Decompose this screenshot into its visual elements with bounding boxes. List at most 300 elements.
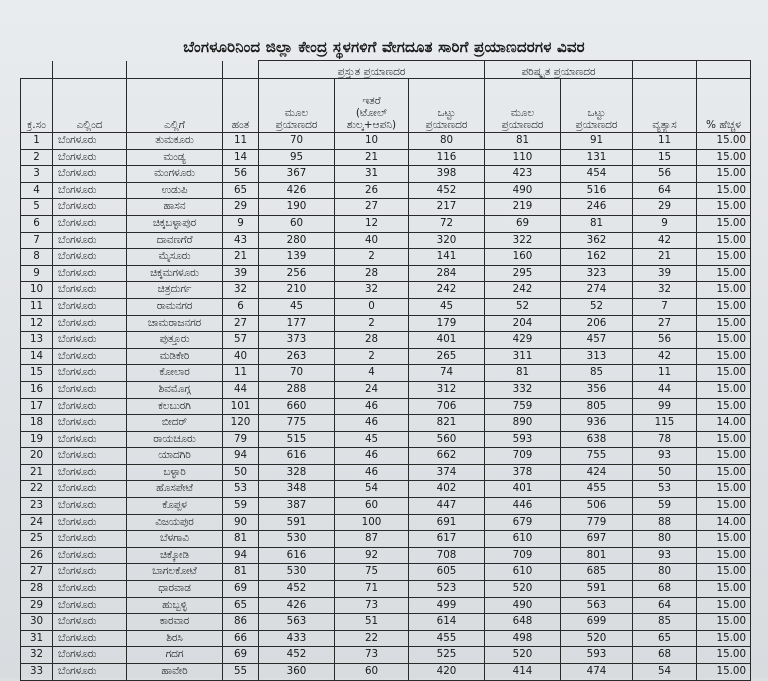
cell-base: 426 bbox=[259, 597, 335, 614]
cell-stage: 90 bbox=[223, 514, 259, 531]
table-row bbox=[21, 348, 751, 365]
cell-sno: 22 bbox=[21, 481, 53, 498]
cell-diff: 54 bbox=[633, 664, 697, 681]
cell-base: 263 bbox=[259, 348, 335, 365]
col-difference: ವ್ಯತ್ಯಾಸ bbox=[633, 79, 697, 133]
cell-pct: 15.00 bbox=[697, 547, 751, 564]
cell-sno: 33 bbox=[21, 664, 53, 681]
cell-pct: 15.00 bbox=[697, 531, 751, 548]
cell-new-base: 490 bbox=[485, 597, 561, 614]
cell-new-base: 709 bbox=[485, 547, 561, 564]
cell-sno: 30 bbox=[21, 614, 53, 631]
cell-to: ಕಲಬುರಗಿ bbox=[127, 398, 223, 415]
cell-other: 73 bbox=[335, 597, 409, 614]
cell-diff: 39 bbox=[633, 265, 697, 282]
cell-from: ಬೆಂಗಳೂರು bbox=[53, 332, 127, 349]
cell-other: 21 bbox=[335, 149, 409, 166]
cell-diff: 64 bbox=[633, 597, 697, 614]
cell-from: ಬೆಂಗಳೂರು bbox=[53, 647, 127, 664]
cell-sno: 3 bbox=[21, 166, 53, 183]
cell-to: ಕಾರವಾರ bbox=[127, 614, 223, 631]
cell-sno: 6 bbox=[21, 215, 53, 232]
table-row bbox=[21, 298, 751, 315]
cell-new-total: 779 bbox=[561, 514, 633, 531]
cell-sno: 26 bbox=[21, 547, 53, 564]
cell-total: 821 bbox=[409, 415, 485, 432]
cell-stage: 86 bbox=[223, 614, 259, 631]
cell-from: ಬೆಂಗಳೂರು bbox=[53, 597, 127, 614]
table-row bbox=[21, 282, 751, 299]
cell-base: 452 bbox=[259, 647, 335, 664]
cell-stage: 94 bbox=[223, 448, 259, 465]
cell-total: 706 bbox=[409, 398, 485, 415]
cell-stage: 32 bbox=[223, 282, 259, 299]
cell-diff: 56 bbox=[633, 166, 697, 183]
cell-base: 360 bbox=[259, 664, 335, 681]
cell-new-base: 520 bbox=[485, 581, 561, 598]
cell-other: 2 bbox=[335, 315, 409, 332]
cell-new-base: 679 bbox=[485, 514, 561, 531]
cell-stage: 57 bbox=[223, 332, 259, 349]
cell-from: ಬೆಂಗಳೂರು bbox=[53, 381, 127, 398]
cell-new-base: 520 bbox=[485, 647, 561, 664]
cell-diff: 11 bbox=[633, 365, 697, 382]
cell-from: ಬೆಂಗಳೂರು bbox=[53, 282, 127, 299]
cell-new-base: 81 bbox=[485, 365, 561, 382]
cell-sno: 23 bbox=[21, 498, 53, 515]
table-row bbox=[21, 182, 751, 199]
cell-base: 328 bbox=[259, 464, 335, 481]
cell-base: 367 bbox=[259, 166, 335, 183]
cell-new-base: 160 bbox=[485, 249, 561, 266]
cell-other: 54 bbox=[335, 481, 409, 498]
cell-new-base: 593 bbox=[485, 431, 561, 448]
cell-diff: 85 bbox=[633, 614, 697, 631]
cell-total: 420 bbox=[409, 664, 485, 681]
cell-sno: 10 bbox=[21, 282, 53, 299]
cell-stage: 101 bbox=[223, 398, 259, 415]
cell-to: ಚಿಕ್ಕೋಡಿ bbox=[127, 547, 223, 564]
cell-from: ಬೆಂಗಳೂರು bbox=[53, 664, 127, 681]
cell-base: 452 bbox=[259, 581, 335, 598]
cell-sno: 5 bbox=[21, 199, 53, 216]
cell-from: ಬೆಂಗಳೂರು bbox=[53, 564, 127, 581]
cell-base: 190 bbox=[259, 199, 335, 216]
cell-new-total: 591 bbox=[561, 581, 633, 598]
cell-new-base: 610 bbox=[485, 531, 561, 548]
cell-stage: 81 bbox=[223, 564, 259, 581]
col-total-current: ಒಟ್ಟು ಪ್ರಯಾಣದರ bbox=[409, 79, 485, 133]
table-row bbox=[21, 332, 751, 349]
cell-new-base: 429 bbox=[485, 332, 561, 349]
cell-from: ಬೆಂಗಳೂರು bbox=[53, 531, 127, 548]
cell-stage: 55 bbox=[223, 664, 259, 681]
current-fare-group-header: ಪ್ರಸ್ತುತ ಪ್ರಯಾಣದರ bbox=[259, 61, 485, 79]
cell-base: 530 bbox=[259, 564, 335, 581]
cell-new-total: 685 bbox=[561, 564, 633, 581]
cell-pct: 15.00 bbox=[697, 365, 751, 382]
cell-other: 12 bbox=[335, 215, 409, 232]
cell-diff: 93 bbox=[633, 448, 697, 465]
cell-new-base: 219 bbox=[485, 199, 561, 216]
cell-new-base: 204 bbox=[485, 315, 561, 332]
cell-other: 75 bbox=[335, 564, 409, 581]
cell-sno: 12 bbox=[21, 315, 53, 332]
cell-other: 92 bbox=[335, 547, 409, 564]
cell-from: ಬೆಂಗಳೂರು bbox=[53, 630, 127, 647]
cell-pct: 15.00 bbox=[697, 265, 751, 282]
cell-from: ಬೆಂಗಳೂರು bbox=[53, 149, 127, 166]
cell-diff: 59 bbox=[633, 498, 697, 515]
table-row bbox=[21, 415, 751, 432]
cell-from: ಬೆಂಗಳೂರು bbox=[53, 464, 127, 481]
cell-diff: 44 bbox=[633, 381, 697, 398]
cell-sno: 9 bbox=[21, 265, 53, 282]
cell-to: ಶಿವಮೊಗ್ಗ bbox=[127, 381, 223, 398]
cell-to: ಮಂಡ್ಯ bbox=[127, 149, 223, 166]
cell-total: 179 bbox=[409, 315, 485, 332]
cell-other: 51 bbox=[335, 614, 409, 631]
cell-from: ಬೆಂಗಳೂರು bbox=[53, 265, 127, 282]
cell-total: 141 bbox=[409, 249, 485, 266]
cell-other: 60 bbox=[335, 664, 409, 681]
cell-new-total: 563 bbox=[561, 597, 633, 614]
cell-total: 691 bbox=[409, 514, 485, 531]
table-row bbox=[21, 531, 751, 548]
cell-new-total: 516 bbox=[561, 182, 633, 199]
cell-new-total: 356 bbox=[561, 381, 633, 398]
cell-new-base: 759 bbox=[485, 398, 561, 415]
cell-other: 45 bbox=[335, 431, 409, 448]
cell-to: ಚಿತ್ರದುರ್ಗ bbox=[127, 282, 223, 299]
cell-pct: 15.00 bbox=[697, 448, 751, 465]
table-row bbox=[21, 448, 751, 465]
table-row bbox=[21, 597, 751, 614]
cell-base: 515 bbox=[259, 431, 335, 448]
cell-stage: 59 bbox=[223, 498, 259, 515]
cell-new-total: 313 bbox=[561, 348, 633, 365]
cell-new-base: 610 bbox=[485, 564, 561, 581]
cell-new-base: 295 bbox=[485, 265, 561, 282]
cell-base: 616 bbox=[259, 547, 335, 564]
cell-from: ಬೆಂಗಳೂರು bbox=[53, 232, 127, 249]
cell-pct: 14.00 bbox=[697, 415, 751, 432]
cell-pct: 15.00 bbox=[697, 166, 751, 183]
cell-new-total: 455 bbox=[561, 481, 633, 498]
cell-total: 312 bbox=[409, 381, 485, 398]
cell-diff: 29 bbox=[633, 199, 697, 216]
cell-base: 60 bbox=[259, 215, 335, 232]
cell-base: 348 bbox=[259, 481, 335, 498]
cell-diff: 53 bbox=[633, 481, 697, 498]
cell-pct: 15.00 bbox=[697, 381, 751, 398]
table-row bbox=[21, 149, 751, 166]
cell-from: ಬೆಂಗಳೂರು bbox=[53, 249, 127, 266]
cell-to: ಕೋಲಾರ bbox=[127, 365, 223, 382]
cell-stage: 120 bbox=[223, 415, 259, 432]
cell-other: 32 bbox=[335, 282, 409, 299]
cell-diff: 15 bbox=[633, 149, 697, 166]
cell-sno: 16 bbox=[21, 381, 53, 398]
cell-total: 455 bbox=[409, 630, 485, 647]
cell-stage: 65 bbox=[223, 597, 259, 614]
cell-sno: 13 bbox=[21, 332, 53, 349]
cell-total: 617 bbox=[409, 531, 485, 548]
cell-diff: 78 bbox=[633, 431, 697, 448]
cell-pct: 15.00 bbox=[697, 315, 751, 332]
cell-diff: 65 bbox=[633, 630, 697, 647]
cell-pct: 15.00 bbox=[697, 249, 751, 266]
cell-to: ಮೈಸೂರು bbox=[127, 249, 223, 266]
col-base-current: ಮೂಲ ಪ್ರಯಾಣದರ bbox=[259, 79, 335, 133]
cell-base: 775 bbox=[259, 415, 335, 432]
cell-base: 256 bbox=[259, 265, 335, 282]
cell-new-total: 162 bbox=[561, 249, 633, 266]
cell-stage: 27 bbox=[223, 315, 259, 332]
cell-stage: 56 bbox=[223, 166, 259, 183]
cell-to: ರಾಮನಗರ bbox=[127, 298, 223, 315]
cell-base: 373 bbox=[259, 332, 335, 349]
cell-from: ಬೆಂಗಳೂರು bbox=[53, 166, 127, 183]
cell-other: 46 bbox=[335, 448, 409, 465]
cell-pct: 15.00 bbox=[697, 647, 751, 664]
cell-stage: 6 bbox=[223, 298, 259, 315]
cell-other: 28 bbox=[335, 265, 409, 282]
cell-base: 210 bbox=[259, 282, 335, 299]
cell-to: ಬಾಗಲಕೋಟೆ bbox=[127, 564, 223, 581]
cell-other: 46 bbox=[335, 398, 409, 415]
cell-stage: 14 bbox=[223, 149, 259, 166]
cell-other: 2 bbox=[335, 348, 409, 365]
cell-from: ಬೆಂಗಳೂರು bbox=[53, 133, 127, 150]
cell-base: 70 bbox=[259, 365, 335, 382]
cell-from: ಬೆಂಗಳೂರು bbox=[53, 398, 127, 415]
cell-base: 139 bbox=[259, 249, 335, 266]
cell-total: 708 bbox=[409, 547, 485, 564]
cell-diff: 21 bbox=[633, 249, 697, 266]
cell-new-base: 890 bbox=[485, 415, 561, 432]
table-row bbox=[21, 365, 751, 382]
cell-total: 374 bbox=[409, 464, 485, 481]
cell-total: 523 bbox=[409, 581, 485, 598]
cell-pct: 15.00 bbox=[697, 182, 751, 199]
cell-sno: 8 bbox=[21, 249, 53, 266]
cell-new-base: 242 bbox=[485, 282, 561, 299]
cell-other: 60 bbox=[335, 498, 409, 515]
cell-to: ಹಾಸನ bbox=[127, 199, 223, 216]
col-percent: % ಹೆಚ್ಚಳ bbox=[697, 79, 751, 133]
cell-new-total: 246 bbox=[561, 199, 633, 216]
cell-from: ಬೆಂಗಳೂರು bbox=[53, 581, 127, 598]
cell-diff: 80 bbox=[633, 531, 697, 548]
cell-new-total: 454 bbox=[561, 166, 633, 183]
cell-new-total: 474 bbox=[561, 664, 633, 681]
cell-pct: 15.00 bbox=[697, 149, 751, 166]
cell-other: 100 bbox=[335, 514, 409, 531]
cell-new-total: 206 bbox=[561, 315, 633, 332]
cell-from: ಬೆಂಗಳೂರು bbox=[53, 547, 127, 564]
cell-base: 288 bbox=[259, 381, 335, 398]
cell-from: ಬೆಂಗಳೂರು bbox=[53, 415, 127, 432]
table-row bbox=[21, 498, 751, 515]
table-row bbox=[21, 564, 751, 581]
cell-pct: 15.00 bbox=[697, 398, 751, 415]
cell-pct: 14.00 bbox=[697, 514, 751, 531]
cell-new-base: 423 bbox=[485, 166, 561, 183]
cell-new-base: 69 bbox=[485, 215, 561, 232]
cell-stage: 11 bbox=[223, 365, 259, 382]
col-to: ಎಲ್ಲಿಗೆ bbox=[127, 79, 223, 133]
cell-total: 242 bbox=[409, 282, 485, 299]
col-stage: ಹಂತ bbox=[223, 79, 259, 133]
table-row bbox=[21, 514, 751, 531]
cell-sno: 2 bbox=[21, 149, 53, 166]
cell-diff: 99 bbox=[633, 398, 697, 415]
cell-diff: 93 bbox=[633, 547, 697, 564]
cell-base: 426 bbox=[259, 182, 335, 199]
table-row bbox=[21, 315, 751, 332]
cell-pct: 15.00 bbox=[697, 630, 751, 647]
cell-to: ಯಾದಗಿರಿ bbox=[127, 448, 223, 465]
cell-from: ಬೆಂಗಳೂರು bbox=[53, 315, 127, 332]
cell-total: 605 bbox=[409, 564, 485, 581]
cell-new-total: 323 bbox=[561, 265, 633, 282]
cell-stage: 69 bbox=[223, 581, 259, 598]
cell-sno: 29 bbox=[21, 597, 53, 614]
cell-diff: 11 bbox=[633, 133, 697, 150]
cell-pct: 15.00 bbox=[697, 597, 751, 614]
cell-diff: 42 bbox=[633, 232, 697, 249]
cell-new-total: 520 bbox=[561, 630, 633, 647]
cell-total: 499 bbox=[409, 597, 485, 614]
cell-base: 387 bbox=[259, 498, 335, 515]
cell-total: 45 bbox=[409, 298, 485, 315]
cell-new-base: 648 bbox=[485, 614, 561, 631]
cell-new-total: 936 bbox=[561, 415, 633, 432]
cell-diff: 88 bbox=[633, 514, 697, 531]
cell-diff: 32 bbox=[633, 282, 697, 299]
cell-pct: 15.00 bbox=[697, 664, 751, 681]
cell-new-base: 322 bbox=[485, 232, 561, 249]
cell-sno: 1 bbox=[21, 133, 53, 150]
cell-new-total: 755 bbox=[561, 448, 633, 465]
cell-from: ಬೆಂಗಳೂರು bbox=[53, 365, 127, 382]
cell-base: 530 bbox=[259, 531, 335, 548]
cell-from: ಬೆಂಗಳೂರು bbox=[53, 498, 127, 515]
cell-total: 452 bbox=[409, 182, 485, 199]
cell-sno: 15 bbox=[21, 365, 53, 382]
cell-from: ಬೆಂಗಳೂರು bbox=[53, 448, 127, 465]
cell-pct: 15.00 bbox=[697, 348, 751, 365]
cell-stage: 94 bbox=[223, 547, 259, 564]
cell-pct: 15.00 bbox=[697, 564, 751, 581]
cell-sno: 28 bbox=[21, 581, 53, 598]
cell-to: ಬಳ್ಳಾರಿ bbox=[127, 464, 223, 481]
cell-sno: 19 bbox=[21, 431, 53, 448]
cell-base: 660 bbox=[259, 398, 335, 415]
cell-total: 447 bbox=[409, 498, 485, 515]
cell-new-base: 378 bbox=[485, 464, 561, 481]
cell-to: ಹಾವೇರಿ bbox=[127, 664, 223, 681]
cell-to: ಶಿರಸಿ bbox=[127, 630, 223, 647]
cell-from: ಬೆಂಗಳೂರು bbox=[53, 199, 127, 216]
cell-new-total: 638 bbox=[561, 431, 633, 448]
cell-sno: 24 bbox=[21, 514, 53, 531]
cell-diff: 68 bbox=[633, 581, 697, 598]
cell-sno: 4 bbox=[21, 182, 53, 199]
cell-new-base: 490 bbox=[485, 182, 561, 199]
cell-total: 525 bbox=[409, 647, 485, 664]
cell-other: 24 bbox=[335, 381, 409, 398]
cell-stage: 43 bbox=[223, 232, 259, 249]
table-row bbox=[21, 547, 751, 564]
cell-stage: 39 bbox=[223, 265, 259, 282]
cell-new-total: 424 bbox=[561, 464, 633, 481]
cell-pct: 15.00 bbox=[697, 332, 751, 349]
cell-to: ಕೊಪ್ಪಳ bbox=[127, 498, 223, 515]
cell-to: ಬೀದರ್ bbox=[127, 415, 223, 432]
revised-fare-group-header: ಪರಿಷ್ಕೃತ ಪ್ರಯಾಣದರ bbox=[485, 61, 633, 79]
cell-from: ಬೆಂಗಳೂರು bbox=[53, 182, 127, 199]
cell-diff: 115 bbox=[633, 415, 697, 432]
cell-sno: 17 bbox=[21, 398, 53, 415]
col-base-revised: ಮೂಲ ಪ್ರಯಾಣದರ bbox=[485, 79, 561, 133]
cell-new-base: 709 bbox=[485, 448, 561, 465]
cell-to: ದಾವಣಗೆರೆ bbox=[127, 232, 223, 249]
cell-total: 401 bbox=[409, 332, 485, 349]
cell-other: 2 bbox=[335, 249, 409, 266]
table-row bbox=[21, 647, 751, 664]
cell-total: 265 bbox=[409, 348, 485, 365]
col-sno: ಕ್ರ.ಸಂ bbox=[21, 79, 53, 133]
cell-stage: 44 bbox=[223, 381, 259, 398]
cell-base: 70 bbox=[259, 133, 335, 150]
cell-total: 614 bbox=[409, 614, 485, 631]
cell-other: 71 bbox=[335, 581, 409, 598]
cell-total: 80 bbox=[409, 133, 485, 150]
cell-sno: 11 bbox=[21, 298, 53, 315]
cell-other: 27 bbox=[335, 199, 409, 216]
cell-new-base: 81 bbox=[485, 133, 561, 150]
cell-other: 46 bbox=[335, 415, 409, 432]
cell-sno: 31 bbox=[21, 630, 53, 647]
cell-to: ಪುತ್ತೂರು bbox=[127, 332, 223, 349]
table-row bbox=[21, 265, 751, 282]
table-row bbox=[21, 166, 751, 183]
cell-new-total: 506 bbox=[561, 498, 633, 515]
cell-from: ಬೆಂಗಳೂರು bbox=[53, 614, 127, 631]
cell-other: 31 bbox=[335, 166, 409, 183]
cell-from: ಬೆಂಗಳೂರು bbox=[53, 298, 127, 315]
table-row bbox=[21, 199, 751, 216]
cell-base: 433 bbox=[259, 630, 335, 647]
col-total-revised: ಒಟ್ಟು ಪ್ರಯಾಣದರ bbox=[561, 79, 633, 133]
cell-new-base: 414 bbox=[485, 664, 561, 681]
cell-new-total: 457 bbox=[561, 332, 633, 349]
cell-stage: 65 bbox=[223, 182, 259, 199]
cell-diff: 56 bbox=[633, 332, 697, 349]
cell-pct: 15.00 bbox=[697, 498, 751, 515]
cell-sno: 20 bbox=[21, 448, 53, 465]
cell-stage: 69 bbox=[223, 647, 259, 664]
cell-to: ಚಿಕ್ಕಬಳ್ಳಾಪುರ bbox=[127, 215, 223, 232]
cell-other: 4 bbox=[335, 365, 409, 382]
cell-stage: 11 bbox=[223, 133, 259, 150]
cell-diff: 64 bbox=[633, 182, 697, 199]
cell-stage: 21 bbox=[223, 249, 259, 266]
cell-new-base: 311 bbox=[485, 348, 561, 365]
cell-other: 73 bbox=[335, 647, 409, 664]
